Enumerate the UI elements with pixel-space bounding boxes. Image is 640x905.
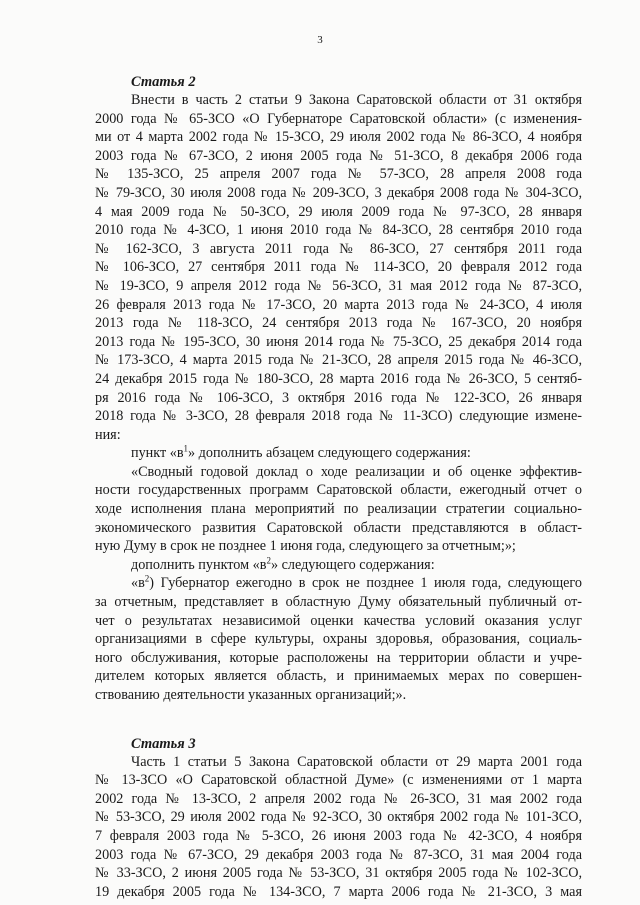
text-line: № 135-ЗСО, 25 апреля 2007 года № 57-ЗСО, 28 апреля 2008 года [95, 166, 582, 183]
text-line: 7 февраля 2003 года № 5-ЗСО, 26 июня 2003 года № 42-ЗСО, 4 ноября [95, 827, 582, 844]
text-line: 2018 года № 3-ЗСО, 28 февраля 2018 года № 11-ЗСО) следующие измене- [95, 408, 582, 425]
item-b1-instruction: пункт «$в^1$» дополнить абзацем следующего содержания: [131, 443, 471, 462]
text-line: 19 декабря 2005 года № 134-ЗСО, 7 марта 2006 года № 21-ЗСО, 3 мая [95, 883, 582, 900]
text-line: 2010 года № 4-ЗСО, 1 июня 2010 года № 84-ЗСО, 28 сентября 2010 года [95, 222, 582, 239]
text-line: ря 2016 года № 106-ЗСО, 3 октября 2016 года № 122-ЗСО, 26 января [95, 389, 582, 406]
text-line: 2003 года № 67-ЗСО, 29 декабря 2003 года № 87-ЗСО, 31 мая 2004 года [95, 846, 582, 863]
text-line: дителем которых является область, и принимаемых мерах по совершен- [95, 668, 582, 685]
text-line: 2013 года № 195-ЗСО, 30 июня 2014 года № 75-ЗСО, 25 декабря 2014 года [95, 333, 582, 350]
text-line: Часть 1 статьи 5 Закона Саратовской области от 29 марта 2001 года [131, 753, 582, 770]
text-line: № 173-ЗСО, 4 марта 2015 года № 21-ЗСО, 28 апреля 2015 года № 46-ЗСО, [95, 352, 582, 369]
quote-2-first-line: «$в^2$) Губернатор ежегодно в срок не позднее 1 июля года, следующего [131, 573, 582, 592]
document-body [95, 73, 582, 901]
text-line: 4 мая 2009 года № 50-ЗСО, 29 июля 2009 года № 97-ЗСО, 28 января [95, 203, 582, 220]
text-line: ходе исполнения плана мероприятий по реализации стратегии социально- [95, 501, 582, 518]
text-line: за отчетным, представляет в областную Думу обязательный публичный от- [95, 594, 582, 611]
text-line: ния: [95, 426, 121, 443]
text-line: № 79-ЗСО, 30 июля 2008 года № 209-ЗСО, 3 декабря 2008 года № 304-ЗСО, [95, 184, 582, 201]
text-line: 2002 года № 13-ЗСО, 2 апреля 2002 года № 26-ЗСО, 31 мая 2002 года [95, 790, 582, 807]
text-line: Внести в часть 2 статьи 9 Закона Саратовской области от 31 октября [131, 92, 582, 108]
text-line: № 53-ЗСО, 29 июля 2002 года № 92-ЗСО, 30 октября 2002 года № 101-ЗСО, [95, 809, 582, 826]
text-line: ми от 4 марта 2002 года № 15-ЗСО, 29 июля 2002 года № 86-ЗСО, 4 ноября [95, 129, 582, 146]
article-2-heading: Статья 2 [131, 74, 196, 90]
text-line: ную Думу в срок не позднее 1 июня года, следующего за отчетным;»; [95, 538, 516, 555]
text-line: № 162-ЗСО, 3 августа 2011 года № 86-ЗСО, 27 сентября 2011 года [95, 240, 582, 257]
text-line: экономического развития Саратовской области представляются в област- [95, 519, 582, 536]
article-3-heading: Статья 3 [131, 735, 196, 752]
text-line: № 33-ЗСО, 2 июня 2005 года № 53-ЗСО, 31 октября 2005 года № 102-ЗСО, [95, 865, 582, 882]
text-line: № 106-ЗСО, 27 сентября 2011 года № 114-ЗСО, 20 февраля 2012 года [95, 259, 582, 276]
quote-2 [95, 593, 582, 705]
quote-1 [95, 463, 582, 556]
text-line: организациями в сфере культуры, охраны здоровья, образования, социаль- [95, 631, 582, 648]
text-line: 2000 года № 65-ЗСО «О Губернаторе Саратовской области» (с изменения- [95, 110, 582, 127]
text-line: ствованию деятельности указанных организаций;». [95, 687, 407, 703]
text-line: № 19-ЗСО, 9 апреля 2012 года № 56-ЗСО, 31 мая 2012 года № 87-ЗСО, [95, 277, 582, 294]
text-line: № 13-ЗСО «О Саратовской областной Думе» (с изменениями от 1 марта [95, 772, 582, 789]
article-3-text [95, 753, 582, 902]
page-number: 3 [317, 34, 323, 46]
text-line: чет о результатах независимой оценки качества условий оказания услуг [95, 612, 582, 629]
text-line: ности государственных программ Саратовской области, ежегодный отчет о [95, 482, 582, 499]
article-2-intro [95, 91, 582, 444]
item-b2-instruction: дополнить пунктом «$в^2$» следующего содержания: [131, 555, 435, 573]
text-line: 26 февраля 2013 года № 17-ЗСО, 20 марта 2013 года № 24-ЗСО, 4 июля [95, 296, 582, 313]
text-line: 24 декабря 2015 года № 180-ЗСО, 28 марта 2016 года № 26-ЗСО, 5 сентяб- [95, 370, 582, 387]
text-line: «Сводный годовой доклад о ходе реализации и об оценке эффектив- [131, 463, 582, 480]
text-line: ного обслуживания, которые расположены на территории области и учре- [95, 649, 582, 666]
text-line: 2013 года № 118-ЗСО, 24 сентября 2013 года № 167-ЗСО, 20 ноября [95, 315, 582, 332]
text-line: 2003 года № 67-ЗСО, 2 июня 2005 года № 51-ЗСО, 8 декабря 2006 года [95, 147, 582, 164]
